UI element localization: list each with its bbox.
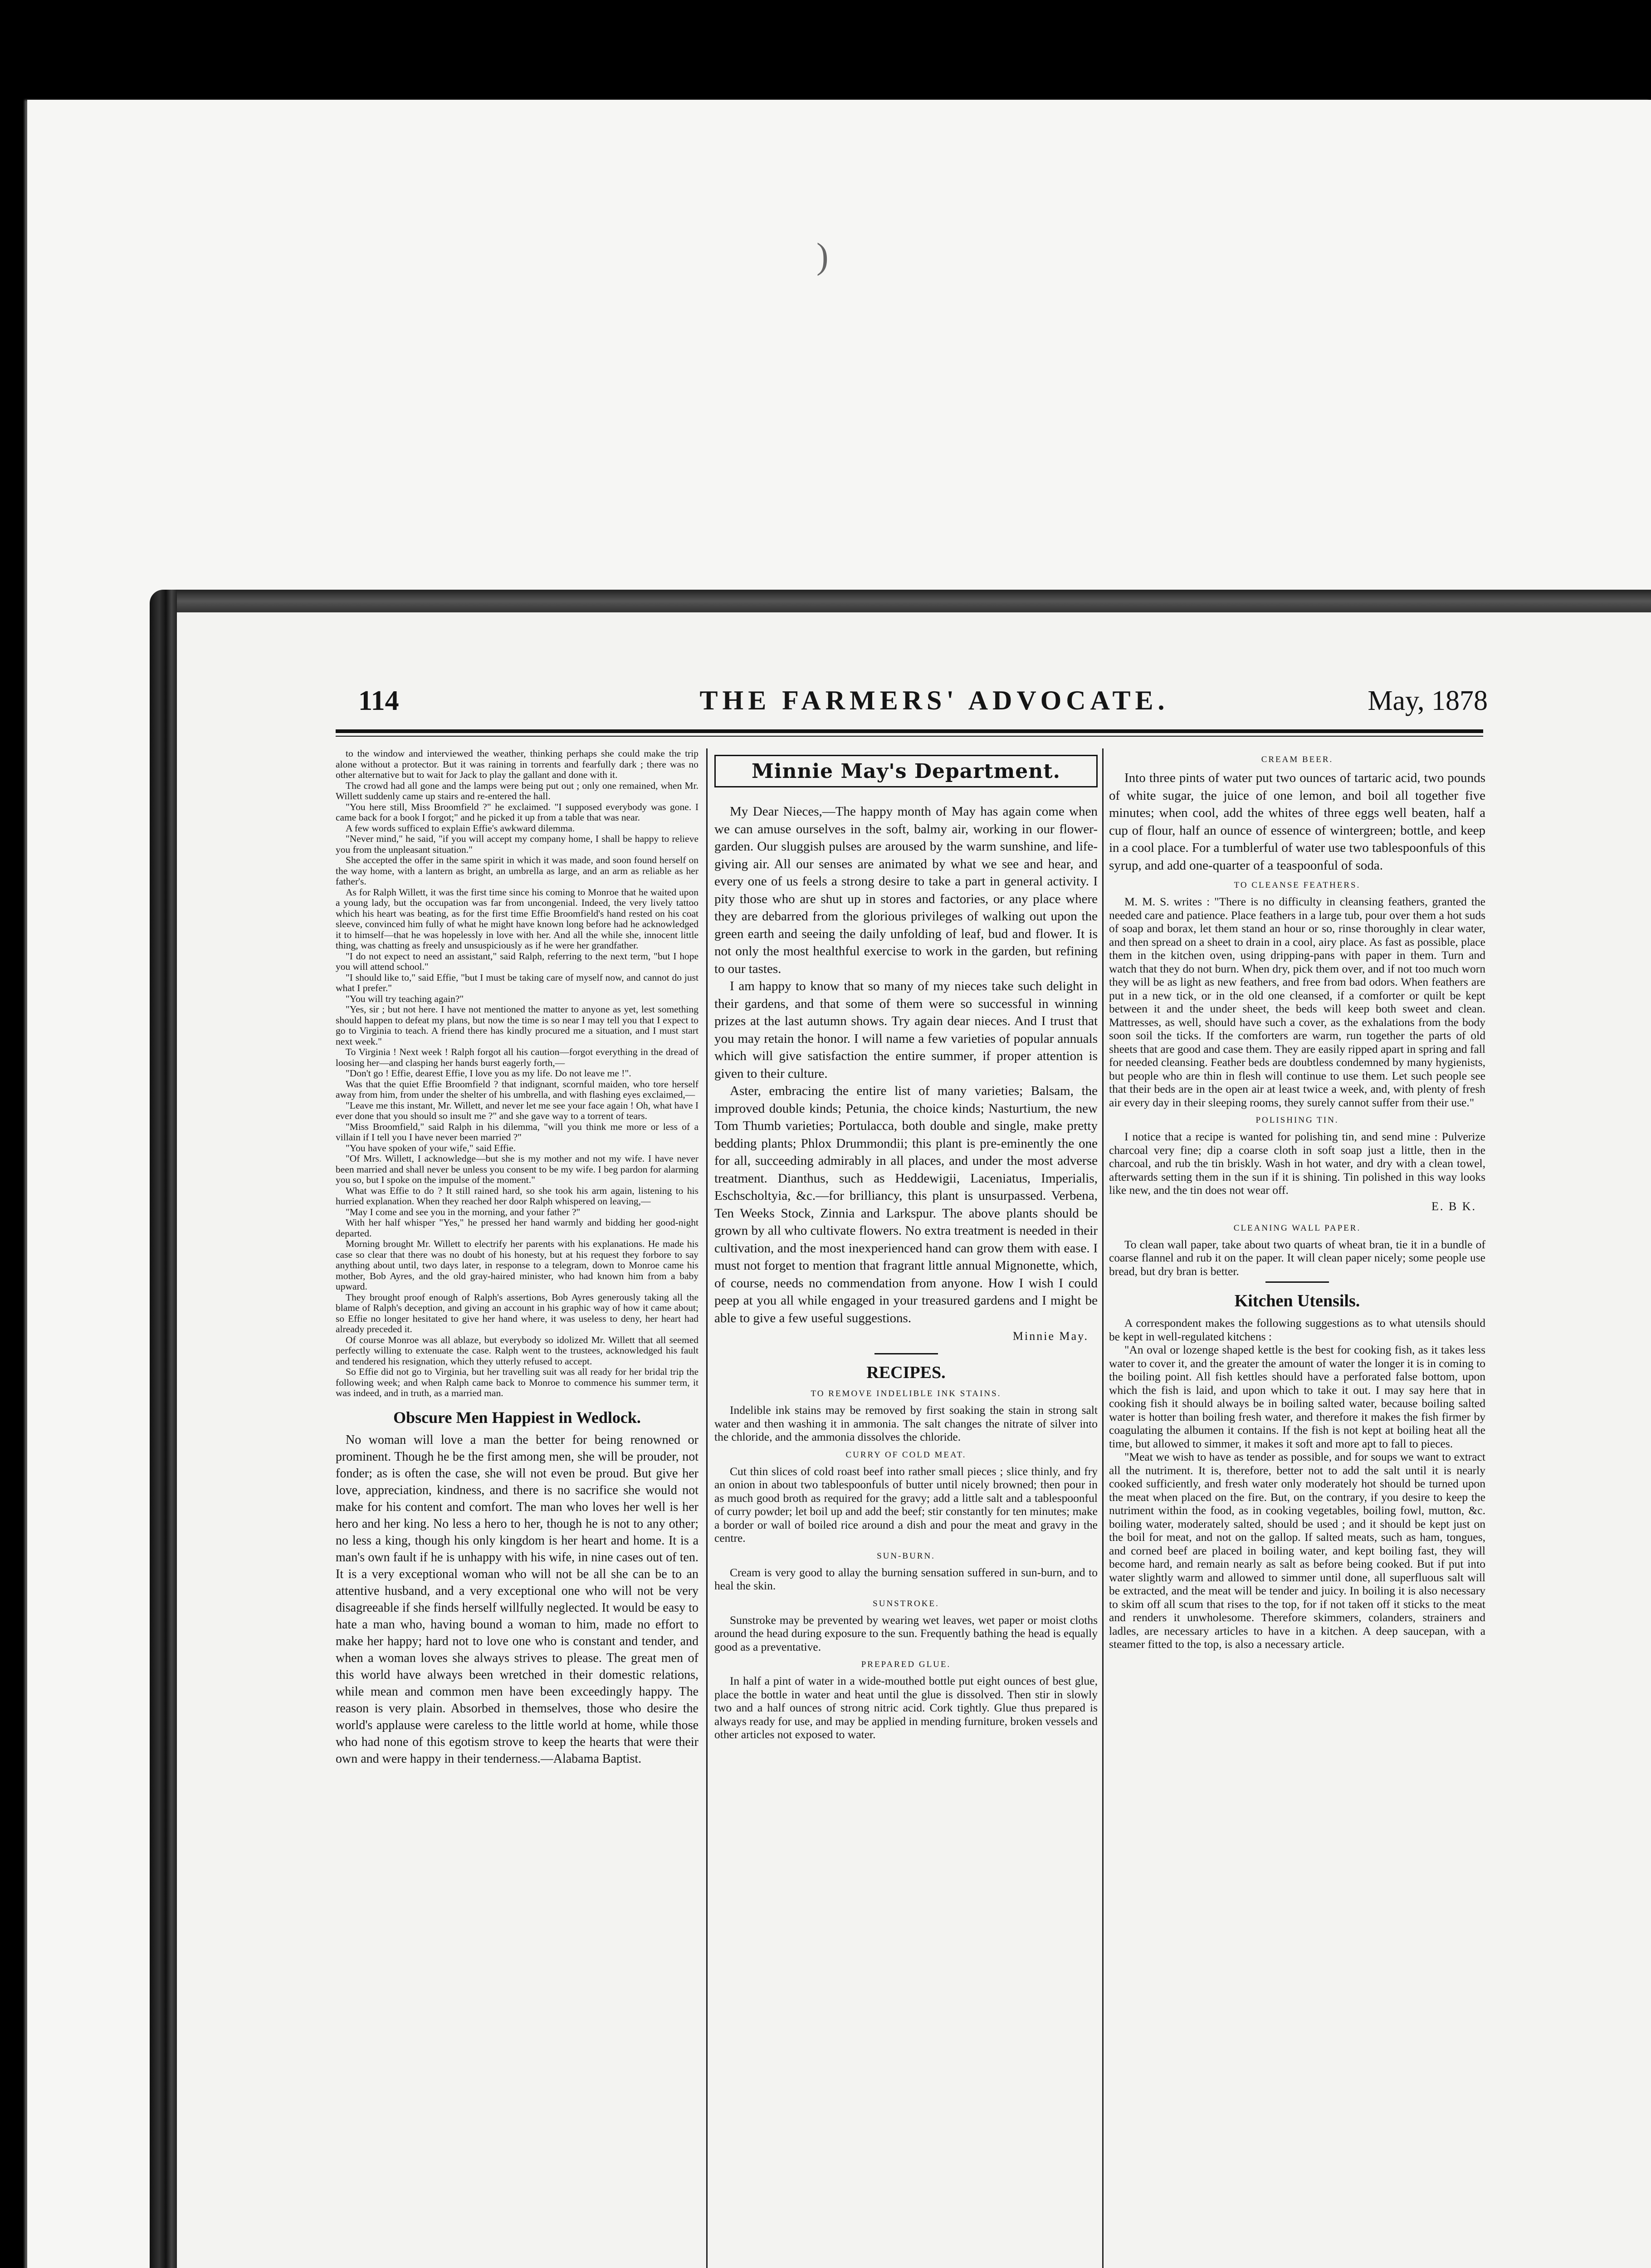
column-left [336,748,698,1767]
story-paragraph: "Miss Broomfield," said Ralph in his dilemma, "will you think me more or less of a villain if I tell you I have never been married ?" [336,1121,698,1143]
page-header [358,685,1488,726]
story-paragraph: "You have spoken of your wife," said Effie. [346,1142,516,1154]
letter-paragraph: My Dear Nieces,—The happy month of May has again come when we can amuse ourselves in the soft, balmy air, working in our flower-garden. Our sluggish pulses are aroused by the warm sunshine, and life-giving air. All our senses are animated by what we see and hear, and every one of us feels a strong desire to take a part in general activity. I pity those who are shut up in stores and factories, or any place where they are debarred from the glorious privileges of walking out upon the green earth and seeing the daily unfolding of leaf, bud and flower. It is not only the most healthful exercise to work in the garden, but refining to our tastes. [714,804,1098,976]
letter-paragraph: Aster, embracing the entire list of many varieties; Balsam, the improved double kinds; Petunia, the choice kinds; Nasturtium, the new Tom Thumb varieties; Portulacca, both double and single, make pretty bedding plants; Phlox Drummondii; this plant is pre-eminently the one for all, succeeding admirably in all places, and under the most adverse treatment. Dianthus, such as Heddewigii, Laceniatus, Imperialis, Eschscholtyia, &c.—for brilliancy, this plant is unsurpassed. Verbena, Ten Weeks Stock, Zinnia and Larkspur. The above plants should be grown by all who cultivate flowers. No extra treatment is needed in their cultivation, and the most inexperienced hand can grow them with ease. I must not forget to mention that fragrant little annual Mignonette, which, of course, needs no commendation from anyone. How I wish I could peep at you all while engaged in your treasured gardens and I might be able to give a few useful suggestions. [714,1084,1098,1325]
story-paragraph: "You here still, Miss Broomfield ?" he exclaimed. "I supposed everybody was gone. I came back for a book I forgot;" and he picked it up from a table that was near. [336,801,698,823]
pencil-mark: ) [816,236,829,276]
column-divider [706,748,708,2268]
recipe-text: Indelible ink stains may be removed by first soaking the stain in strong salt water and then washing it in ammonia. The salt changes the nitrate of silver into the chloride, and the ammonia dissolves the chloride. [714,1403,1098,1443]
story-paragraph: Of course Monroe was all ablaze, but everybody so idolized Mr. Willett that all seemed perfectly willing to extenuate the case. Ralph went to the trustees, acknowledged his fault and tendered his resignation, which they utterly refused to accept. [336,1334,698,1367]
recipe-title: SUN-BURN. [877,1551,935,1561]
recipe-title: PREPARED GLUE. [861,1660,951,1669]
column-middle [714,748,1098,1741]
page-number: 114 [358,685,399,716]
story-paragraph: "Leave me this instant, Mr. Willett, and never let me see your face again ! Oh, what have I ever done that you should so insult me ?" and she gave way to a torrent of tears. [336,1100,698,1121]
story-paragraph: "Don't go ! Effie, dearest Effie, I love you as my life. Do not leave me !". [346,1068,631,1079]
polishing-tin-title: POLISHING TIN. [1255,1115,1339,1125]
feathers-title: TO CLEANSE FEATHERS. [1234,880,1361,890]
story-paragraph: She accepted the offer in the same spirit in which it was made, and soon found herself on the way home, with a lantern as bright, an umbrella as large, and an arm as reliable as her father's. [336,855,698,887]
section-rule [874,1353,938,1354]
cream-beer-title: CREAM BEER. [1261,755,1334,764]
story-paragraph: "May I come and see you in the morning, and your father ?" [346,1206,581,1217]
story-paragraph: What was Effie to do ? It still rained hard, so she took his arm again, listening to his hurried explanation. When they reached her door Ralph whispered on leaving,— [336,1185,698,1207]
recipe-text: Cut thin slices of cold roast beef into rather small pieces ; slice thinly, and fry an onion in about two tablespoonfuls of butter until nicely browned; then pour in as much good broth as required for the gravy; add a little salt and a tablespoonful of curry powder; let boil up and add the beef; stir constantly for ten minutes; make a border or wall of boiled rice around a dish and pour the meat and gravy in the centre. [714,1464,1098,1545]
essay-title: Obscure Men Happiest in Wedlock. [393,1408,641,1427]
story-paragraph: "You will try teaching again?" [346,993,464,1004]
story-paragraph: A few words sufficed to explain Effie's awkward dilemma. [346,822,575,834]
story-paragraph: Was that the quiet Effie Broomfield ? that indignant, scornful maiden, who tore herself away from him, from under the shelter of his umbrella, and with flashing eyes exclaimed,— [336,1078,698,1100]
utensils-paragraph: "Meat we wish to have as tender as possible, and for soups we want to extract all the nutriment. It is, therefore, better not to add the salt until it is nearly cooked sufficiently, and fresh water only moderately hot should be turned upon the meat when placed on the fire. But, on the contrary, if you desire to keep the nutriment within the food, as in cooking vegetables, boiling fowl, mutton, &c. boiling water, moderately salted, should be used ; and it should be kept just on the boil for meat, and not on the gallop. If salted meats, such as ham, tongues, and corned beef are placed in boiling water, and kept boiling fast, they will become hard, and remain nearly as salt as before being cooked. But if put into water slightly warm and allowed to simmer until done, all superfluous salt will be extracted, and the meat will be tender and juicy. In boiling it is also necessary to skim off all scum that rises to the top, for if not taken off it sticks to the meat and renders it unwholesome. Therefore skimmers, colanders, strainers and ladles, are necessary articles to have in a kitchen. A deep saucepan, with a steamer fitted to the top, is also a necessary article. [1109,1450,1485,1651]
recipes-title: RECIPES. [866,1363,946,1382]
story-paragraph: The crowd had all gone and the lamps were being put out ; only one remained, when Mr. Willett suddenly came up stairs and re-entered the hall. [336,780,698,802]
story-paragraph: Morning brought Mr. Willett to electrify her parents with his explanations. He made his case so clear that there was no doubt of his honesty, but at his request they forbore to say anything about until, two days later, in response to a telegram, down to Monroe came his mother, Bob Ayres, and the old gray-haired minister, who had known him from a baby upward. [336,1238,698,1292]
story-paragraph: With her half whisper "Yes," he pressed her hand warmly and bidding her good-night departed. [336,1217,698,1239]
department-heading-box [714,755,1098,787]
book-binding-edge [150,590,177,2268]
recipe-text: In half a pint of water in a wide-mouthed bottle put eight ounces of best glue, place the bottle in water and heat until the glue is dissolved. Then stir in slowly two and a half ounces of strong nitric acid. Cork tightly. Glue thus prepared is always ready for use, and may be applied in mending furniture, broken vessels and other articles not exposed to water. [714,1674,1098,1741]
story-continuation [336,748,698,1399]
essay-text: No woman will love a man the better for being renowned or prominent. Though he be the first among men, she will be prouder, not fonder; as is often the case, she will not even be proud. But give her love, appreciation, kindness, and there is no sacrifice she would not make for his content and comfort. The man who loves her well is her hero and her king. No less a hero to her, though he is not to any other; no less a king, though his only kingdom is her heart and home. It is a man's own fault if he is unhappy with his wife, in nine cases out of ten. It is a very exceptional woman who will not be all she can be to an attentive husband, and a very exceptional one who will not be very disagreeable if she finds herself willfully neglected. It would be easy to hate a man who, having bound a woman to him, made no effort to make her happy; hard not to love one who is constant and tender, and when a woman loves she always strives to please. The great men of this world have always been wretched in their domestic relations, while mean and common men have been exceedingly happy. The reason is very plain. Absorbed in themselves, those who desire the world's applause were careless to the little world at home, while those who had none of this egotism strove to keep the hearts that were their own and were happy in their tenderness.—Alabama Baptist. [336,1432,698,1766]
wall-paper-title: CLEANING WALL PAPER. [1233,1223,1361,1233]
recipe-title: CURRY OF COLD MEAT. [845,1450,967,1460]
header-rule-thin [336,736,1483,737]
story-paragraph: to the window and interviewed the weather, thinking perhaps she could make the trip alone without a protector. But it was raining in torrents and fearfully dark ; there was no other alternative but to wait for Jack to play the gallant and done with it. [336,748,698,780]
column-right [1109,748,1485,1651]
recipe-text: Cream is very good to allay the burning sensation suffered in sun-burn, and to heal the skin. [714,1565,1098,1592]
column-divider [1102,748,1104,2268]
section-rule [1265,1281,1329,1283]
recipe-title: SUNSTROKE. [873,1598,939,1608]
letter-signature: Minnie May. [1012,1330,1089,1343]
issue-date: May, 1878 [1368,685,1488,716]
recipe-text: Sunstroke may be prevented by wearing wet leaves, wet paper or moist cloths around the head during exposure to the sun. Frequently bathing the head is equally good as a preventative. [714,1613,1098,1653]
tin-signature: E. B K. [1431,1199,1476,1213]
book-binding-top [159,590,1651,612]
polishing-tin-text: I notice that a recipe is wanted for polishing tin, and send mine : Pulverize charcoal very fine; dip a coarse cloth in soft soap just a little, then in the charcoal, and rub the tin briskly. Wash in hot water, and dry with a clean towel, afterwards setting them in the sun if it is shining. Tin polished in this way looks like new, and the tin does not wear off. [1109,1130,1485,1197]
feathers-text: M. M. S. writes : "There is no difficulty in cleansing feathers, granted the needed care and patience. Place feathers in a large tub, pour over them a hot suds of soap and borax, let them stand an hour or so, rinse thoroughly in clear water, and then spread on a sheet to drain in a cool, airy place. As fast as possible, place them in the kitchen oven, using dripping-pans with paper in them. Turn and watch that they do not burn. When dry, pick them over, and if not too much worn they will be as light as new feathers, and free from bad odors. When feathers are put in a new tick, or in the old one cleansed, if a comforter or quilt be kept between it and the under sheet, the beds will keep both sweet and clean. Mattresses, as well, should have such a cover, as the exhalations from the body soon soil the ticks. If the comforters are warm, run together the parts of old sheets that are good and case them. They are easily ripped apart in spring and fall for needed cleansing. Feather beds are doubtless condemned by many hygienists, but people who are thin in flesh will continue to use them. Let such people see that their beds are in the open air at least twice a week, and, with plenty of fresh air every day in their sleeping rooms, they surely cannot suffer from their use." [1109,895,1485,1109]
masthead: THE FARMERS' ADVOCATE. [699,685,1169,715]
story-paragraph: "I do not expect to need an assistant," said Ralph, referring to the next term, "but I hope you will attend school." [336,950,698,972]
story-paragraph: As for Ralph Willett, it was the first time since his coming to Monroe that he waited upon a young lady, but the occupation was far from uncongenial. Indeed, the very lively tattoo which his heart was beating, as for the first time Effie Broomfield's hand rested on his coat sleeve, convinced him fully of what he might have known long before had he acknowledged it to himself—that he was hopelessly in love with her. And all the while she, innocent little thing, was chatting as freely and unsuspiciously as if he were her grandfather. [336,886,698,951]
kitchen-utensils-title: Kitchen Utensils. [1234,1291,1360,1310]
story-paragraph: They brought proof enough of Ralph's assertions, Bob Ayres generously taking all the blame of Ralph's deception, and giving an account in his graphic way of how it came about; so Effie no longer hesitated to give her hand where, it was useless to deny, her heart had already preceded it. [336,1291,698,1334]
header-rule [336,729,1483,733]
story-paragraph: "I should like to," said Effie, "but I must be taking care of myself now, and cannot do just what I prefer." [336,972,698,993]
utensils-paragraph: "An oval or lozenge shaped kettle is the best for cooking fish, as it takes less water to cover it, and the greater the amount of water the longer it is in coming to the boiling point. All fish kettles should have a perforated false bottom, upon which the fish is laid, and upon which to take it out. I may say here that in cooking fish it should always be in boiling salted water, because boiling salted water is hotter than boiling fresh water, and therefore it makes the fish firmer by coagulating the albumen it contains. If the fish is not kept at boiling heat all the time, but allowed to simmer, it makes it soft and more apt to fall to pieces. [1109,1343,1485,1450]
wall-paper-text: To clean wall paper, take about two quarts of wheat bran, tie it in a bundle of coarse flannel and rub it on the paper. It will clean paper nicely; some people use bread, but dry bran is better. [1109,1237,1485,1278]
letter-paragraph: I am happy to know that so many of my nieces take such delight in their gardens, and that some of them were so successful in winning prizes at the last autumn shows. Try again dear nieces. And I trust that you may retain the honor. I will name a few varieties of popular annuals which will give satisfaction the entire summer, if proper attention is given to their culture. [714,979,1098,1081]
utensils-paragraph: A correspondent makes the following suggestions as to what utensils should be kept in well-regulated kitchens : [1109,1316,1485,1343]
story-paragraph: "Of Mrs. Willett, I acknowledge—but she is my mother and not my wife. I have never been married and shall never be unless you consent to be my wife. I beg pardon for alarming you so, but I spoke on the impulse of the moment." [336,1153,698,1185]
story-paragraph: So Effie did not go to Virginia, but her travelling suit was all ready for her bridal trip the following week; and when Ralph came back to Monroe to commence his summer term, it was indeed, and in truth, as a married man. [336,1366,698,1398]
cream-beer-text: Into three pints of water put two ounces of tartaric acid, two pounds of white sugar, the juice of one lemon, and boil all together five minutes; when cool, add the whites of three eggs well beaten, half a cup of flour, half an ounce of essence of wintergreen; bottle, and keep in a cool place. For a tumblerful of water use two tablespoonfuls of this syrup, and add one-quarter of a teaspoonful of soda. [1109,771,1485,873]
department-title: Minnie May's Department. [752,759,1060,783]
story-paragraph: "Never mind," he said, "if you will accept my company home, I shall be happy to relieve you from the unpleasant situation." [336,833,698,855]
recipe-title: TO REMOVE INDELIBLE INK STAINS. [811,1389,1001,1398]
story-paragraph: To Virginia ! Next week ! Ralph forgot all his caution—forgot everything in the dread of loosing her—and clasping her hands burst eagerly forth,— [336,1046,698,1068]
story-paragraph: "Yes, sir ; but not here. I have not mentioned the matter to anyone as yet, lest something should happen to defeat my plans, but now the time is so near I may tell you that I expect to go to Virginia to teach. A friend there has kindly procured me a situation, and I must start next week." [336,1004,698,1047]
